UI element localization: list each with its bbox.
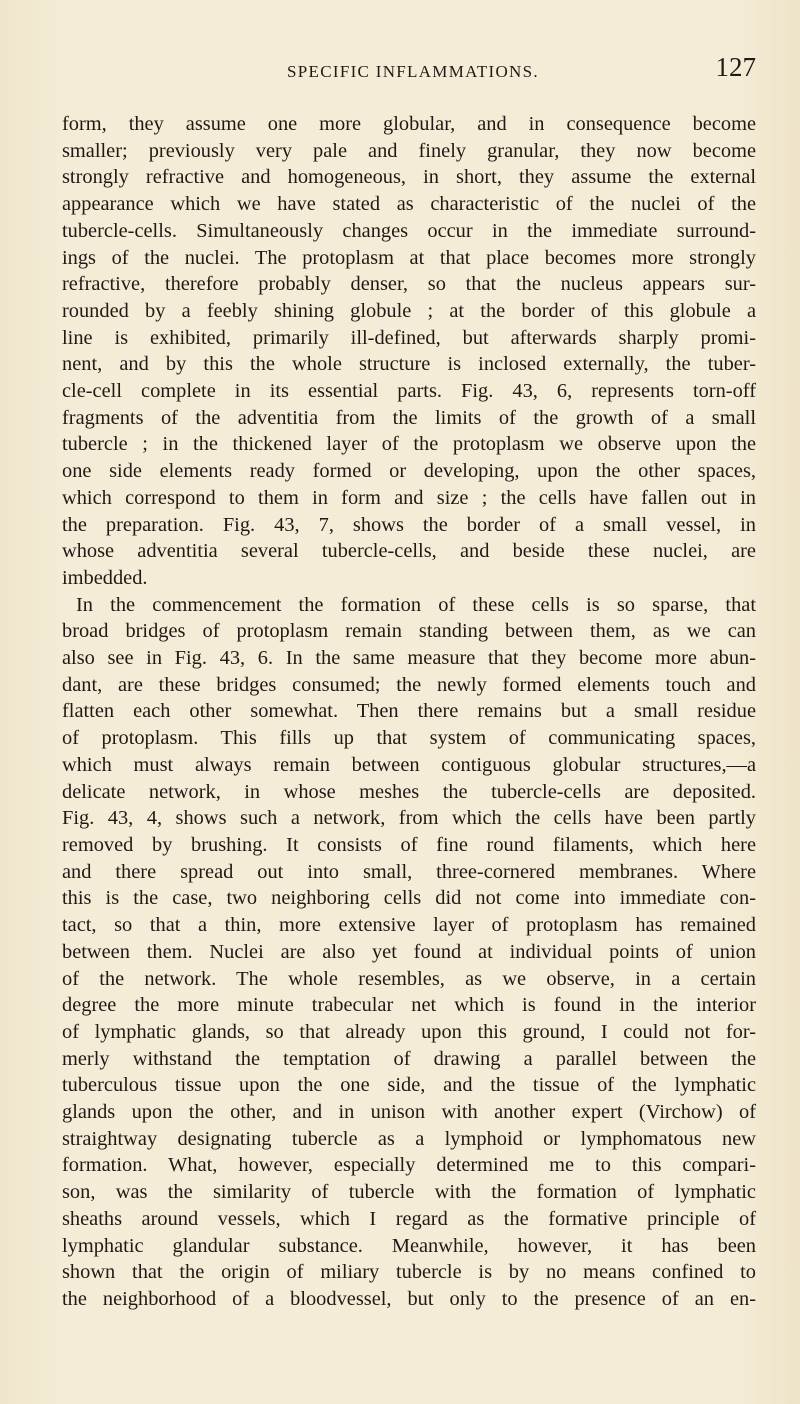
text-line: which must always remain between contiguous globular structures,—a <box>62 753 756 776</box>
text-line: nent, and by this the whole structure is inclosed externally, the tuber- <box>62 353 756 376</box>
body-text <box>62 111 756 1313</box>
text-line: sheaths around vessels, which I regard as the formative principle of <box>62 1207 756 1230</box>
text-line: imbedded. <box>62 566 148 589</box>
text-line: which correspond to them in form and size ; the cells have fallen out in <box>62 486 756 509</box>
text-line: appearance which we have stated as characteristic of the nuclei of the <box>62 193 756 216</box>
text-line: flatten each other somewhat. Then there remains but a small residue <box>62 700 756 723</box>
text-line: the neighborhood of a bloodvessel, but only to the presence of an en- <box>62 1287 756 1310</box>
text-line: rounded by a feebly shining globule ; at the border of this globule a <box>62 299 756 322</box>
text-line: of protoplasm. This fills up that system of communicating spaces, <box>62 727 756 750</box>
text-line: removed by brushing. It consists of fine round filaments, which here <box>62 833 756 856</box>
text-line: broad bridges of protoplasm remain standing between them, as we can <box>62 620 756 643</box>
text-line: In the commencement the formation of these cells is so sparse, that <box>76 593 756 616</box>
text-line: formation. What, however, especially determined me to this compari- <box>62 1154 756 1177</box>
text-line: shown that the origin of miliary tubercle is by no means confined to <box>62 1261 756 1284</box>
text-line: the preparation. Fig. 43, 7, shows the border of a small vessel, in <box>62 513 756 536</box>
text-line: between them. Nuclei are also yet found at individual points of union <box>62 940 756 963</box>
text-line: son, was the similarity of tubercle with the formation of lymphatic <box>62 1181 756 1204</box>
text-line: also see in Fig. 43, 6. In the same measure that they become more abun- <box>62 647 756 670</box>
text-line: tubercle ; in the thickened layer of the protoplasm we observe upon the <box>62 433 756 456</box>
text-line: straightway designating tubercle as a lymphoid or lymphomatous new <box>62 1127 756 1150</box>
text-line: cle-cell complete in its essential parts. Fig. 43, 6, represents torn-off <box>62 380 756 403</box>
text-line: glands upon the other, and in unison with another expert (Virchow) of <box>62 1101 756 1124</box>
text-line: smaller; previously very pale and finely granular, they now become <box>62 139 756 162</box>
text-line: tubercle-cells. Simultaneously changes occur in the immediate surround- <box>62 219 756 242</box>
text-line: ings of the nuclei. The protoplasm at that place becomes more strongly <box>62 246 756 269</box>
text-line: strongly refractive and homogeneous, in short, they assume the external <box>62 166 756 189</box>
text-line: of lymphatic glands, so that already upon this ground, I could not for- <box>62 1020 756 1043</box>
text-line: this is the case, two neighboring cells did not come into immediate con- <box>62 887 756 910</box>
text-line: delicate network, in whose meshes the tubercle-cells are deposited. <box>62 780 756 803</box>
text-line: lymphatic glandular substance. Meanwhile, however, it has been <box>62 1234 756 1257</box>
text-line: merly withstand the temptation of drawing a parallel between the <box>62 1047 756 1070</box>
text-line: whose adventitia several tubercle-cells, and beside these nuclei, are <box>62 540 756 563</box>
text-line: fragments of the adventitia from the limits of the growth of a small <box>62 406 756 429</box>
text-line: dant, are these bridges consumed; the newly formed elements touch and <box>62 673 756 696</box>
text-line: line is exhibited, primarily ill-defined, but afterwards sharply promi- <box>62 326 756 349</box>
text-line: Fig. 43, 4, shows such a network, from which the cells have been partly <box>62 807 756 830</box>
text-line: one side elements ready formed or developing, upon the other spaces, <box>62 460 756 483</box>
text-line: form, they assume one more globular, and in consequence become <box>62 113 756 135</box>
running-head <box>70 54 756 90</box>
text-line: refractive, therefore probably denser, so that the nucleus appears sur- <box>62 273 756 296</box>
text-line: degree the more minute trabecular net which is found in the interior <box>62 994 756 1017</box>
text-line: tuberculous tissue upon the one side, and the tissue of the lymphatic <box>62 1074 756 1097</box>
page-number: 127 <box>715 52 756 82</box>
text-line: and there spread out into small, three-cornered membranes. Where <box>62 860 756 883</box>
text-line: tact, so that a thin, more extensive layer of protoplasm has remained <box>62 914 756 937</box>
running-title: SPECIFIC INFLAMMATIONS. <box>287 62 539 81</box>
text-line: of the network. The whole resembles, as we observe, in a certain <box>62 967 756 990</box>
